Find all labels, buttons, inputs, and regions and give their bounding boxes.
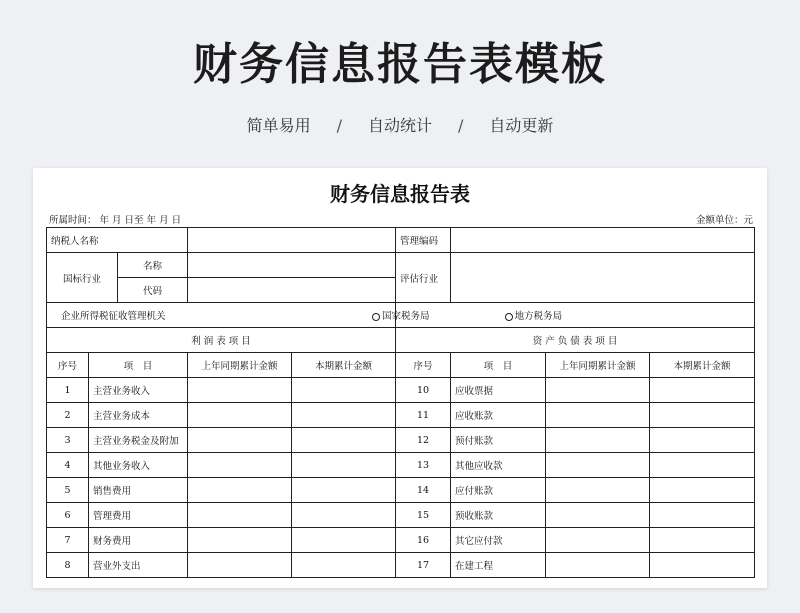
national-tax-label: 国家税务局 <box>382 311 430 322</box>
seq-cell: 13 <box>396 453 451 478</box>
mgmt-code-label: 管理编码 <box>396 228 451 253</box>
item-cell: 预付账款 <box>451 428 546 453</box>
taxpayer-name-label: 纳税人名称 <box>47 228 188 253</box>
last-year-amount-cell[interactable] <box>188 503 292 528</box>
item-cell: 管理费用 <box>89 503 188 528</box>
last-year-amount-cell[interactable] <box>546 553 650 578</box>
seq-cell: 17 <box>396 553 451 578</box>
this-period-amount-cell[interactable] <box>650 428 755 453</box>
col-this-period-left: 本期累计金额 <box>292 353 396 378</box>
period-label: 所属时间： 年 月 日至 年 月 日 <box>49 215 182 226</box>
last-year-amount-cell[interactable] <box>546 378 650 403</box>
separator: / <box>336 116 342 135</box>
col-this-period-right: 本期累计金额 <box>650 353 755 378</box>
item-cell: 应付账款 <box>451 478 546 503</box>
this-period-amount-cell[interactable] <box>650 453 755 478</box>
seq-cell: 6 <box>47 503 89 528</box>
col-last-year-right: 上年同期累计金额 <box>546 353 650 378</box>
item-cell: 其他应收款 <box>451 453 546 478</box>
seq-cell: 10 <box>396 378 451 403</box>
radio-circle-icon <box>372 313 380 321</box>
last-year-amount-cell[interactable] <box>188 428 292 453</box>
mgmt-code-cell[interactable] <box>451 228 755 253</box>
last-year-amount-cell[interactable] <box>188 528 292 553</box>
col-item-right: 项 目 <box>451 353 546 378</box>
local-tax-option[interactable] <box>505 311 563 322</box>
feature-auto-stats: 自动统计 <box>367 116 432 135</box>
seq-cell: 3 <box>47 428 89 453</box>
seq-cell: 11 <box>396 403 451 428</box>
feature-easy: 简单易用 <box>246 116 311 135</box>
seq-cell: 14 <box>396 478 451 503</box>
table-row <box>47 528 755 553</box>
last-year-amount-cell[interactable] <box>546 503 650 528</box>
page-title: 财务信息报告表模板 <box>193 39 607 90</box>
last-year-amount-cell[interactable] <box>188 453 292 478</box>
this-period-amount-cell[interactable] <box>650 403 755 428</box>
item-cell: 营业外支出 <box>89 553 188 578</box>
this-period-amount-cell[interactable] <box>650 378 755 403</box>
feature-tagline <box>0 113 800 136</box>
code-label: 代码 <box>143 286 163 297</box>
seq-cell: 16 <box>396 528 451 553</box>
balance-section-header: 资 产 负 债 表 项 目 <box>396 328 755 353</box>
this-period-amount-cell[interactable] <box>292 528 396 553</box>
item-cell: 主营业务成本 <box>89 403 188 428</box>
this-period-amount-cell[interactable] <box>650 553 755 578</box>
eval-industry-label: 评估行业 <box>396 253 451 303</box>
last-year-amount-cell[interactable] <box>188 478 292 503</box>
name-label: 名称 <box>118 253 187 278</box>
feature-auto-update: 自动更新 <box>489 116 554 135</box>
last-year-amount-cell[interactable] <box>546 453 650 478</box>
last-year-amount-cell[interactable] <box>188 403 292 428</box>
industry-label: 国标行业 <box>62 273 101 285</box>
col-last-year-left: 上年同期累计金额 <box>188 353 292 378</box>
separator: / <box>458 116 464 135</box>
item-cell: 应收票据 <box>451 378 546 403</box>
seq-cell: 4 <box>47 453 89 478</box>
report-table <box>46 227 755 578</box>
report-sheet <box>33 168 767 588</box>
last-year-amount-cell[interactable] <box>546 403 650 428</box>
national-tax-option[interactable] <box>372 311 430 322</box>
table-row <box>47 378 755 403</box>
last-year-amount-cell[interactable] <box>546 528 650 553</box>
tax-authority-label: 企业所得税征收管理机关 <box>47 303 396 328</box>
radio-circle-icon <box>505 313 513 321</box>
industry-name-cell[interactable] <box>188 253 396 278</box>
table-row <box>47 503 755 528</box>
industry-code-cell[interactable] <box>188 278 396 303</box>
col-seq-right: 序号 <box>396 353 451 378</box>
table-row <box>47 403 755 428</box>
col-seq-left: 序号 <box>47 353 89 378</box>
this-period-amount-cell[interactable] <box>650 503 755 528</box>
seq-cell: 5 <box>47 478 89 503</box>
eval-industry-cell[interactable] <box>451 253 755 303</box>
local-tax-label: 地方税务局 <box>514 311 563 322</box>
this-period-amount-cell[interactable] <box>650 478 755 503</box>
this-period-amount-cell[interactable] <box>292 478 396 503</box>
table-row <box>47 453 755 478</box>
col-item-left: 项 目 <box>89 353 188 378</box>
item-cell: 其它应付款 <box>451 528 546 553</box>
last-year-amount-cell[interactable] <box>188 553 292 578</box>
item-cell: 财务费用 <box>89 528 188 553</box>
item-cell: 其他业务收入 <box>89 453 188 478</box>
table-row <box>47 478 755 503</box>
taxpayer-name-cell[interactable] <box>188 228 396 253</box>
this-period-amount-cell[interactable] <box>292 553 396 578</box>
unit-label: 金额单位：元 <box>695 215 753 226</box>
last-year-amount-cell[interactable] <box>188 378 292 403</box>
seq-cell: 2 <box>47 403 89 428</box>
industry-group <box>47 253 188 303</box>
item-cell: 预收账款 <box>451 503 546 528</box>
table-row <box>47 553 755 578</box>
seq-cell: 15 <box>396 503 451 528</box>
table-row <box>47 428 755 453</box>
this-period-amount-cell[interactable] <box>650 528 755 553</box>
seq-cell: 1 <box>47 378 89 403</box>
tax-authority-options <box>382 303 755 328</box>
seq-cell: 8 <box>47 553 89 578</box>
seq-cell: 12 <box>396 428 451 453</box>
this-period-amount-cell[interactable] <box>292 503 396 528</box>
item-cell: 销售费用 <box>89 478 188 503</box>
sheet-title: 财务信息报告表 <box>330 182 470 206</box>
this-period-amount-cell[interactable] <box>292 403 396 428</box>
seq-cell: 7 <box>47 528 89 553</box>
item-cell: 应收账款 <box>451 403 546 428</box>
last-year-amount-cell[interactable] <box>546 478 650 503</box>
this-period-amount-cell[interactable] <box>292 378 396 403</box>
item-cell: 主营业务税金及附加 <box>89 428 188 453</box>
last-year-amount-cell[interactable] <box>546 428 650 453</box>
income-section-header: 利 润 表 项 目 <box>47 328 396 353</box>
item-cell: 在建工程 <box>451 553 546 578</box>
item-cell: 主营业务收入 <box>89 378 188 403</box>
this-period-amount-cell[interactable] <box>292 428 396 453</box>
this-period-amount-cell[interactable] <box>292 453 396 478</box>
